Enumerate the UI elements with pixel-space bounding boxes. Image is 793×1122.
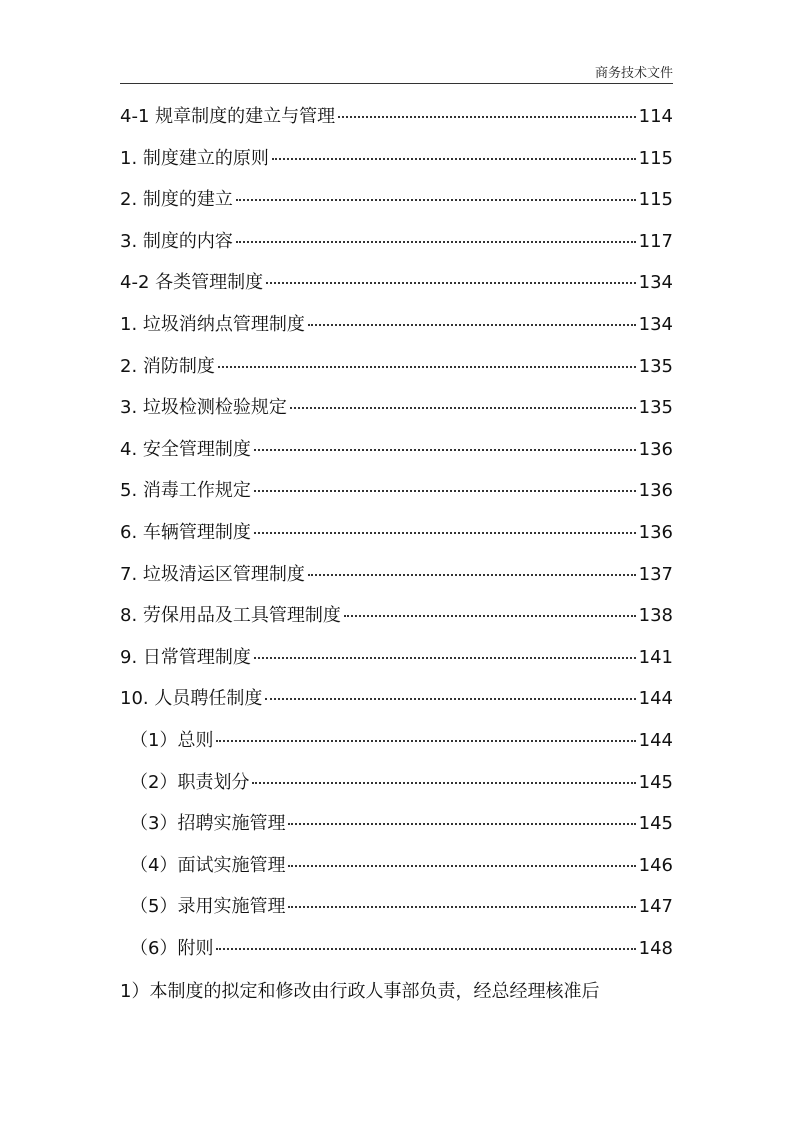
toc-entry[interactable]: [120, 429, 673, 471]
toc-dot-leader: [216, 740, 635, 742]
toc-dot-leader: [344, 615, 636, 617]
header-rule: [120, 83, 673, 84]
toc-dot-leader: [236, 241, 636, 243]
toc-entry[interactable]: [120, 179, 673, 221]
toc-entry-title: 2. 消防制度: [120, 355, 215, 377]
toc-dot-leader: [308, 324, 636, 326]
toc-dot-leader: [288, 865, 635, 867]
toc-dot-leader: [265, 698, 635, 700]
toc-entry-page-number: 146: [638, 854, 673, 876]
toc-entry[interactable]: [120, 595, 673, 637]
toc-entry[interactable]: [120, 554, 673, 596]
toc-entry-page-number: 134: [638, 272, 673, 294]
toc-entry[interactable]: [120, 96, 673, 138]
toc-entry-page-number: 136: [638, 438, 673, 460]
toc-dot-leader: [236, 199, 636, 201]
toc-dot-leader: [254, 532, 636, 534]
toc-entry[interactable]: [120, 262, 673, 304]
toc-entry-title: 2. 制度的建立: [120, 189, 233, 211]
toc-dot-leader: [338, 116, 636, 118]
toc-entry-page-number: 135: [638, 397, 673, 419]
toc-entry[interactable]: [120, 304, 673, 346]
toc-entry[interactable]: [120, 221, 673, 263]
toc-dot-leader: [254, 449, 636, 451]
body-paragraph: 1）本制度的拟定和修改由行政人事部负责，经总经理核准后: [120, 981, 600, 1002]
toc-entry-page-number: 134: [638, 313, 673, 335]
toc-entry-title: 4-2 各类管理制度: [120, 272, 264, 294]
toc-entry-title: （5）录用实施管理: [130, 896, 286, 918]
toc-entry-title: 7. 垃圾清运区管理制度: [120, 563, 305, 585]
toc-entry-title: （6）附则: [130, 937, 214, 959]
toc-entry-title: 4. 安全管理制度: [120, 438, 251, 460]
toc-entry-title: 10. 人员聘任制度: [120, 688, 263, 710]
toc-entry-title: 1. 制度建立的原则: [120, 147, 269, 169]
toc-entry[interactable]: [120, 845, 673, 887]
toc-entry-page-number: 114: [638, 106, 673, 127]
toc-entry-page-number: 141: [638, 646, 673, 668]
toc-entry[interactable]: [120, 138, 673, 180]
toc-entry-page-number: 144: [638, 688, 673, 710]
toc-entry-title: （4）面试实施管理: [130, 854, 286, 876]
toc-dot-leader: [216, 948, 635, 950]
toc-entry-page-number: 115: [638, 189, 673, 211]
toc-dot-leader: [290, 407, 636, 409]
toc-dot-leader: [308, 574, 636, 576]
toc-entry-page-number: 144: [638, 729, 673, 751]
toc-dot-leader: [218, 366, 636, 368]
toc-entry[interactable]: [120, 803, 673, 845]
toc-dot-leader: [272, 158, 636, 160]
toc-dot-leader: [252, 782, 635, 784]
toc-entry-page-number: 148: [638, 937, 673, 959]
toc-entry-page-number: 138: [638, 605, 673, 627]
toc-entry-title: 6. 车辆管理制度: [120, 521, 251, 543]
toc-entry[interactable]: [120, 346, 673, 388]
toc-entry[interactable]: [120, 512, 673, 554]
toc-entry-page-number: 137: [638, 563, 673, 585]
toc-entry-title: 5. 消毒工作规定: [120, 480, 251, 502]
toc-entry-page-number: 147: [638, 896, 673, 918]
toc-dot-leader: [288, 906, 635, 908]
toc-entry-title: 9. 日常管理制度: [120, 646, 251, 668]
toc-entry-page-number: 145: [638, 813, 673, 835]
toc-entry[interactable]: [120, 470, 673, 512]
table-of-contents: [120, 96, 673, 969]
toc-entry[interactable]: [120, 387, 673, 429]
toc-entry-page-number: 135: [638, 355, 673, 377]
toc-entry-title: 3. 制度的内容: [120, 230, 233, 252]
toc-entry[interactable]: [120, 720, 673, 762]
running-header: 商务技术文件: [594, 66, 673, 81]
toc-entry-page-number: 145: [638, 771, 673, 793]
toc-entry-title: 8. 劳保用品及工具管理制度: [120, 605, 341, 627]
toc-entry[interactable]: [120, 886, 673, 928]
toc-entry[interactable]: [120, 928, 673, 970]
toc-entry[interactable]: [120, 678, 673, 720]
toc-entry-title: 3. 垃圾检测检验规定: [120, 397, 287, 419]
toc-entry-page-number: 136: [638, 521, 673, 543]
toc-entry-title: （2）职责划分: [130, 771, 250, 793]
toc-entry-page-number: 115: [638, 147, 673, 169]
toc-dot-leader: [254, 657, 636, 659]
toc-dot-leader: [288, 823, 635, 825]
toc-entry-title: （1）总则: [130, 729, 214, 751]
toc-entry[interactable]: [120, 637, 673, 679]
toc-entry[interactable]: [120, 762, 673, 804]
toc-entry-page-number: 136: [638, 480, 673, 502]
toc-entry-page-number: 117: [638, 230, 673, 252]
toc-entry-title: 4-1 规章制度的建立与管理: [120, 106, 336, 127]
toc-dot-leader: [254, 490, 636, 492]
toc-dot-leader: [266, 282, 636, 284]
toc-entry-title: 1. 垃圾消纳点管理制度: [120, 313, 305, 335]
toc-entry-title: （3）招聘实施管理: [130, 813, 286, 835]
